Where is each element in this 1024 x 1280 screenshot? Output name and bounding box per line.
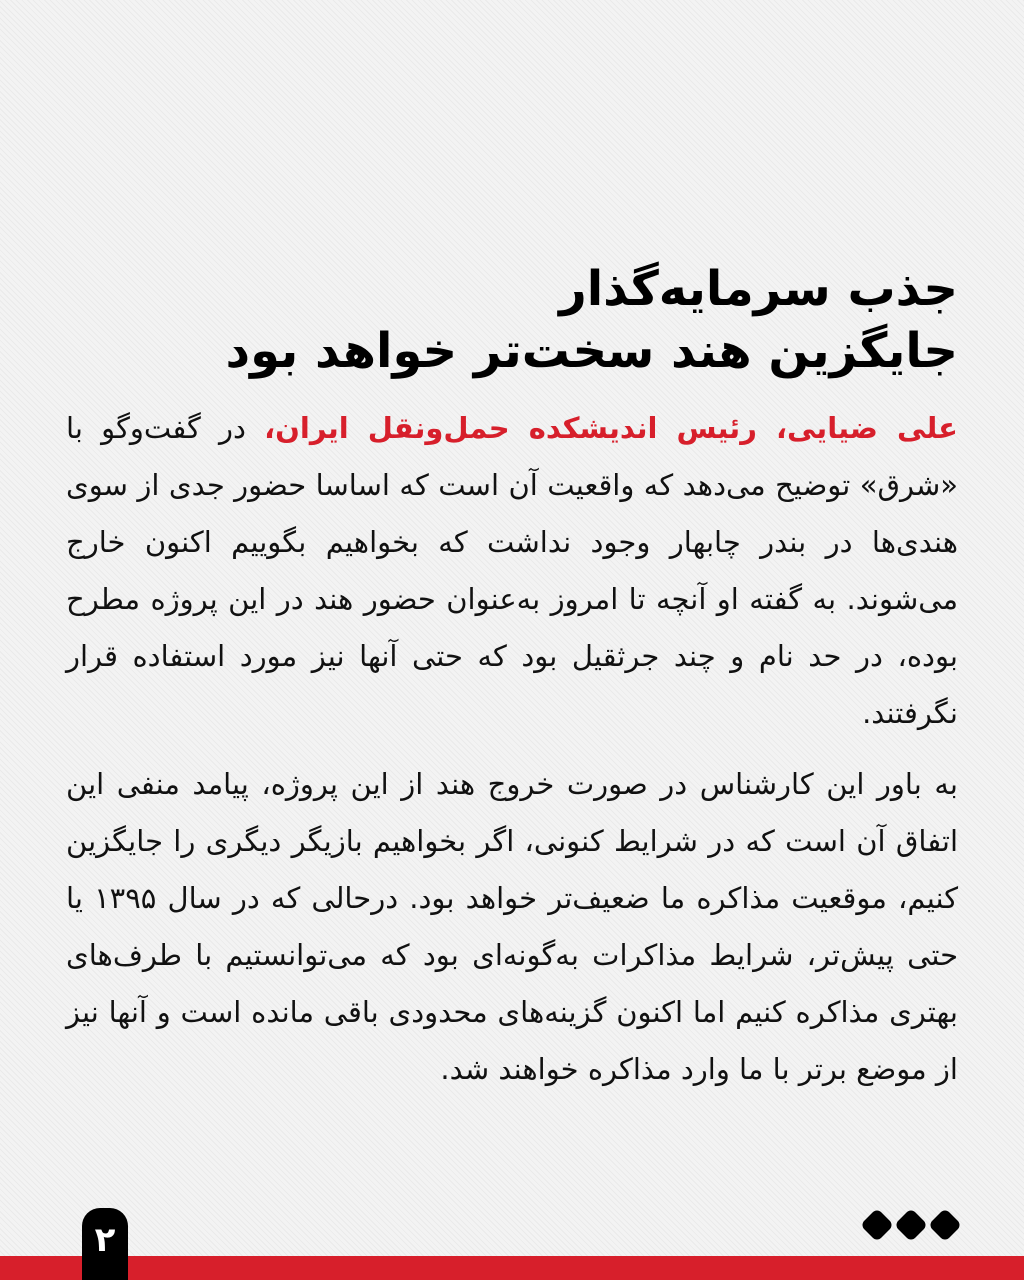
paragraph-1 bbox=[66, 400, 958, 742]
paragraph-2-text: به باور این کارشناس در صورت خروج هند از این پروژه، پیامد منفی این اتفاق آن است که در شرایط کنونی، اگر بخواهیم بازیگر دیگری را جایگزین کنیم، موقعیت مذاکره ما ضعیف‌تر خواهد بود. درحالی که در سال ۱۳۹۵ یا حتی پیش‌تر، شرایط مذاکرات به‌گونه‌ای بود که می‌توانستیم با طرف‌های بهتری مذاکره کنیم اما اکنون گزینه‌های محدودی باقی مانده است و آنها نیز از موضع برتر با ما وارد مذاکره خواهند شد. bbox=[66, 767, 958, 1086]
headline-line-1: جذب سرمایه‌گذار bbox=[559, 261, 958, 317]
paragraph-1-text: در گفت‌وگو با «شرق» توضیح می‌دهد که واقعیت آن است که اساسا حضور جدی از سوی هندی‌ها در بندر چابهار وجود نداشت که بخواهیم بگوییم اکنون خارج می‌شوند. به گفته او آنچه تا امروز به‌عنوان حضور هند در این پروژه مطرح بوده، در حد نام و چند جرثقیل بود که حتی آنها نیز مورد استفاده قرار نگرفتند. bbox=[66, 411, 958, 730]
dot-icon bbox=[928, 1208, 962, 1242]
dot-icon bbox=[894, 1208, 928, 1242]
headline bbox=[66, 258, 958, 382]
page-number: ۲ bbox=[94, 1220, 116, 1260]
paragraph-2 bbox=[66, 756, 958, 1098]
dot-icon bbox=[860, 1208, 894, 1242]
article bbox=[66, 258, 958, 1098]
page-number-tab bbox=[82, 1208, 128, 1280]
headline-line-2: جایگزین هند سخت‌تر خواهد بود bbox=[225, 323, 958, 379]
bottom-accent-bar bbox=[0, 1256, 1024, 1280]
speaker-highlight: علی ضیایی، رئیس اندیشکده حمل‌ونقل ایران، bbox=[264, 411, 958, 445]
more-dots-icon bbox=[862, 1210, 960, 1240]
